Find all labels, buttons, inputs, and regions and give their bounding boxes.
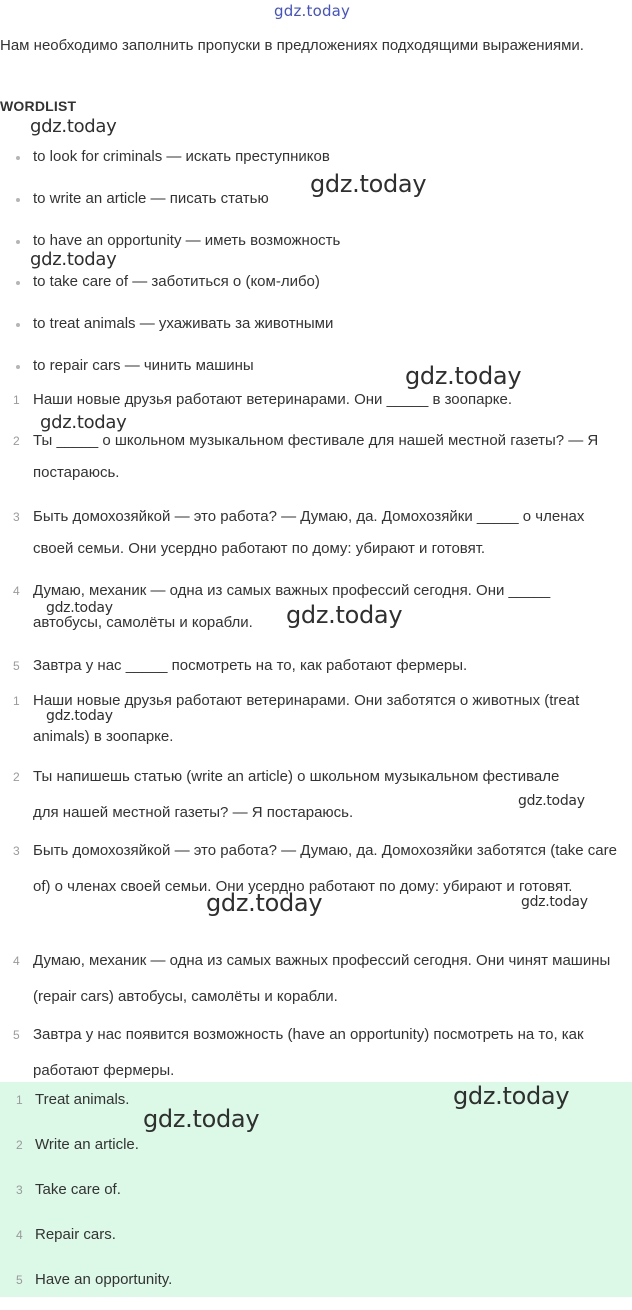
watermark: gdz.today (46, 708, 113, 724)
site-logo[interactable]: gdz.today (274, 2, 351, 20)
bullet-icon (16, 156, 20, 160)
watermark: gdz.today (30, 249, 117, 270)
wordlist-item: to take care of — заботиться о (ком-либо) (14, 266, 340, 308)
answer-item: 5 Have an opportunity. (16, 1271, 173, 1288)
watermark: gdz.today (40, 412, 127, 433)
bullet-icon (16, 281, 20, 285)
watermark: gdz.today (310, 170, 427, 198)
watermark: gdz.today (143, 1105, 260, 1133)
watermark: gdz.today (46, 600, 113, 616)
watermark: gdz.today (518, 793, 585, 809)
bullet-icon (16, 323, 20, 327)
answer-item: 1 Treat animals. (16, 1091, 130, 1108)
question-item: 2 Ты _____ о школьном музыкальном фестивале для нашей местной газеты? — Я постараюсь. (13, 432, 599, 481)
question-item: 3 Быть домохозяйкой — это работа? — Думаю, да. Домохозяйки _____ о членах своей семьи. Они усердно работают по дому: убирают и готовят. (13, 508, 585, 557)
solution-item: 4 Думаю, механик — одна из самых важных профессий сегодня. Они чинят машины (repair cars) автобусы, самолёты и корабли. (13, 952, 611, 1005)
solution-item: 2 Ты напишешь статью (write an article) о школьном музыкальном фестивале для нашей местной газеты? — Я постараюсь. (13, 768, 560, 821)
answer-item: 2 Write an article. (16, 1136, 139, 1153)
bullet-icon (16, 365, 20, 369)
wordlist-item: to look for criminals — искать преступников (14, 141, 340, 183)
wordlist-item: to treat animals — ухаживать за животными (14, 308, 340, 350)
question-item: 1 Наши новые друзья работают ветеринарами. Они _____ в зоопарке. (13, 391, 513, 408)
bullet-icon (16, 240, 20, 244)
watermark: gdz.today (453, 1082, 570, 1110)
watermark: gdz.today (405, 362, 522, 390)
answer-item: 4 Repair cars. (16, 1226, 116, 1243)
question-item: 5 Завтра у нас _____ посмотреть на то, как работают фермеры. (13, 657, 468, 674)
solution-item: 3 Быть домохозяйкой — это работа? — Думаю, да. Домохозяйки заботятся (take care of) о членах своей семьи. Они усердно работают по дому: убирают и готовят. (13, 842, 617, 895)
watermark: gdz.today (521, 894, 588, 910)
solution-item: 5 Завтра у нас появится возможность (have an opportunity) посмотреть на то, как работают фермеры. (13, 1026, 584, 1079)
bullet-icon (16, 198, 20, 202)
question-item: 4 Думаю, механик — одна из самых важных профессий сегодня. Они _____ автобусы, самолёты и корабли. (13, 582, 551, 631)
solutions-list (0, 683, 632, 1089)
answers-list (0, 1085, 632, 1310)
wordlist-item: to repair cars — чинить машины (14, 350, 340, 392)
wordlist-item: to have an opportunity — иметь возможность (14, 225, 340, 267)
answer-item: 3 Take care of. (16, 1181, 121, 1198)
watermark: gdz.today (286, 601, 403, 629)
watermark: gdz.today (206, 889, 323, 917)
wordlist-heading: WORDLIST (0, 98, 77, 114)
solution-item: 1 Наши новые друзья работают ветеринарами. Они заботятся о животных (treat animals) в зоопарке. (13, 692, 580, 745)
task-intro: Нам необходимо заполнить пропуски в предложениях подходящими выражениями. (0, 37, 584, 54)
watermark: gdz.today (30, 116, 117, 137)
wordlist-item: to write an article — писать статью (14, 183, 340, 225)
